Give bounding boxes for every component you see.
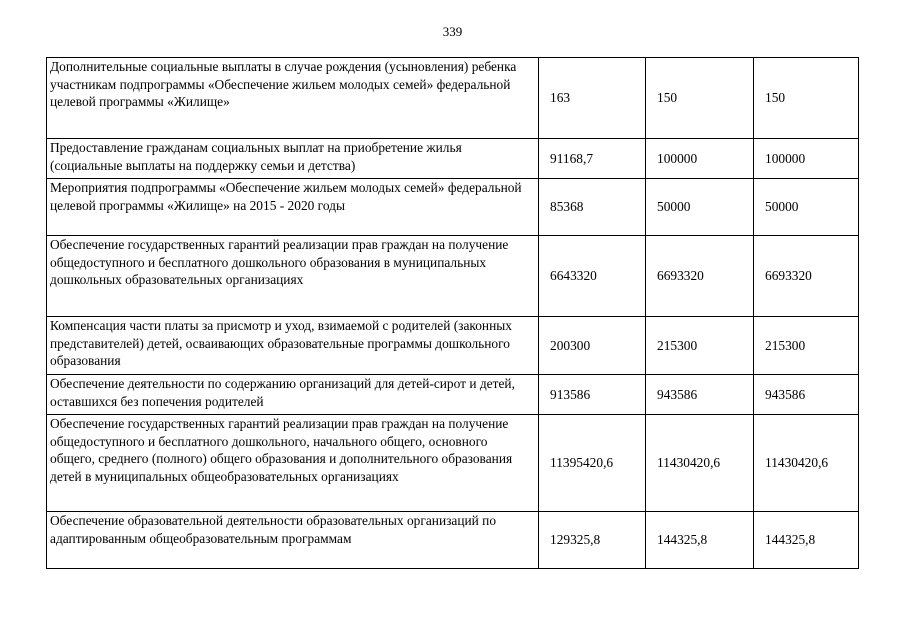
table-row — [47, 512, 859, 569]
row-description: Обеспечение государственных гарантий реализации прав граждан на получение общедоступного и бесплатного дошкольного, начального общего, основного общего, среднего (полного) общего образования и дополнительного образования детей в муниципальных общеобразовательных организациях — [47, 415, 539, 512]
value-cell: 6693320 — [646, 236, 754, 317]
value-cell: 150 — [646, 58, 754, 139]
value-cell: 50000 — [646, 179, 754, 236]
table-row — [47, 58, 859, 139]
page-number: 339 — [442, 24, 463, 39]
row-description: Мероприятия подпрограммы «Обеспечение жильем молодых семей» федеральной целевой программы «Жилище» на 2015 - 2020 годы — [47, 179, 539, 236]
value-cell: 11395420,6 — [539, 415, 646, 512]
table-row — [47, 139, 859, 179]
value-cell: 11430420,6 — [754, 415, 859, 512]
value-cell: 943586 — [754, 375, 859, 415]
value-cell: 85368 — [539, 179, 646, 236]
table-row — [47, 415, 859, 512]
value-cell: 100000 — [754, 139, 859, 179]
value-cell: 215300 — [646, 317, 754, 375]
row-description: Обеспечение образовательной деятельности образовательных организаций по адаптированным общеобразовательным программам — [47, 512, 539, 569]
value-cell: 150 — [754, 58, 859, 139]
row-description: Обеспечение государственных гарантий реализации прав граждан на получение общедоступного и бесплатного дошкольного образования в муниципальных дошкольных образовательных организациях — [47, 236, 539, 317]
value-cell: 6643320 — [539, 236, 646, 317]
value-cell: 6693320 — [754, 236, 859, 317]
value-cell: 50000 — [754, 179, 859, 236]
value-cell: 11430420,6 — [646, 415, 754, 512]
table-row — [47, 375, 859, 415]
row-description: Предоставление гражданам социальных выплат на приобретение жилья (социальные выплаты на поддержку семьи и детства) — [47, 139, 539, 179]
row-description: Дополнительные социальные выплаты в случае рождения (усыновления) ребенка участникам подпрограммы «Обеспечение жильем молодых семей» федеральной целевой программы «Жилище» — [47, 58, 539, 139]
budget-table — [46, 57, 859, 569]
value-cell: 144325,8 — [646, 512, 754, 569]
value-cell: 200300 — [539, 317, 646, 375]
value-cell: 163 — [539, 58, 646, 139]
value-cell: 943586 — [646, 375, 754, 415]
row-description: Обеспечение деятельности по содержанию организаций для детей-сирот и детей, оставшихся без попечения родителей — [47, 375, 539, 415]
value-cell: 215300 — [754, 317, 859, 375]
value-cell: 91168,7 — [539, 139, 646, 179]
value-cell: 129325,8 — [539, 512, 646, 569]
table-row — [47, 179, 859, 236]
value-cell: 100000 — [646, 139, 754, 179]
table-row — [47, 317, 859, 375]
table-row — [47, 236, 859, 317]
value-cell: 913586 — [539, 375, 646, 415]
row-description: Компенсация части платы за присмотр и уход, взимаемой с родителей (законных представителей) детей, осваивающих образовательные программы дошкольного образования — [47, 317, 539, 375]
value-cell: 144325,8 — [754, 512, 859, 569]
